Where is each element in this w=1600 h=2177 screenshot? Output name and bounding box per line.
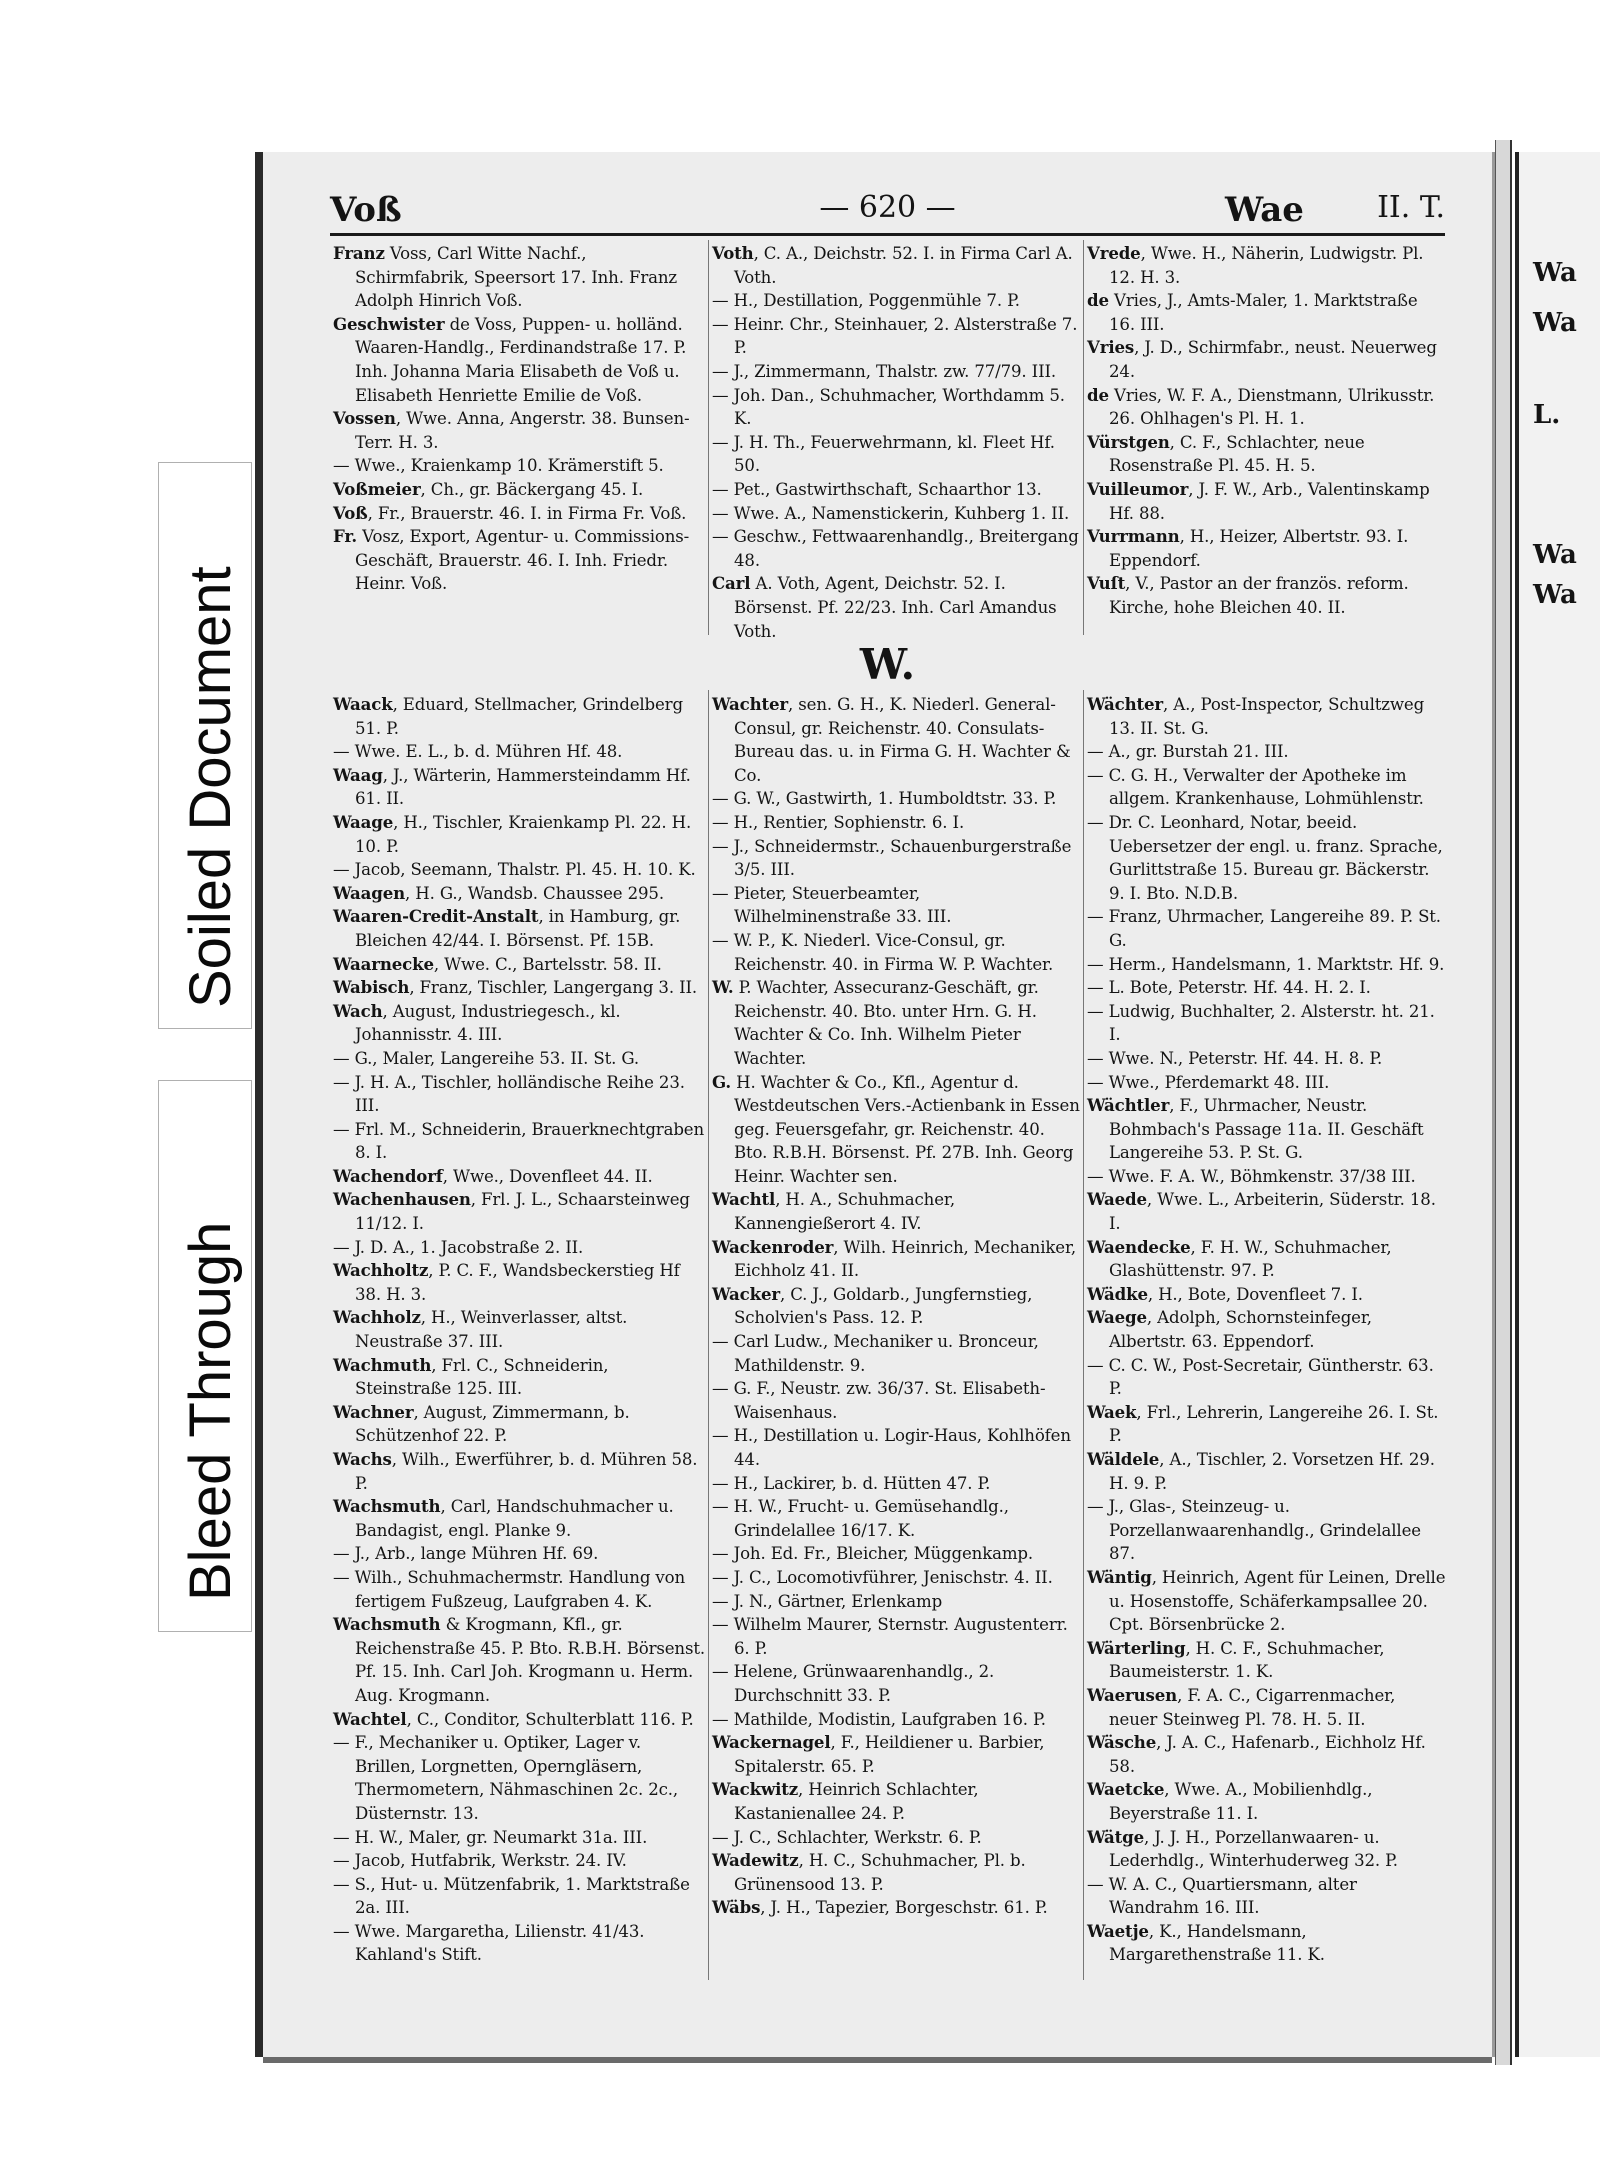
entry-name: Wätge: [1087, 1826, 1145, 1847]
directory-entry: Geschwister de Voss, Puppen- u. holländ. Waaren-Handlg., Ferdinandstraße 17. P. Inh. Johanna Maria Elisabeth de Voß u. Elisabeth Henriette Emilie de Voß.: [333, 313, 687, 405]
entry-name: Vrede: [1087, 243, 1141, 263]
entry-name: Vuſt: [1087, 573, 1126, 594]
directory-entry: Wadewitz, H. C., Schuhmacher, Pl. b. Grünensood 13. P.: [712, 1850, 1026, 1894]
next-page-fragment: Wa: [1533, 258, 1577, 288]
directory-entry: — H. W., Frucht- u. Gemüsehandlg., Grindelallee 16/17. K.: [712, 1497, 1009, 1540]
directory-entry: Wackernagel, F., Heildiener u. Barbier, Spitalerstr. 65. P.: [712, 1732, 1045, 1776]
entry-name: Waarnecke: [333, 953, 434, 974]
directory-entry: W. P. Wachter, Assecuranz-Geschäft, gr. Reichenstr. 40. Bto. unter Hrn. G. H. Wachter & Co. Inh. Wilhelm Pieter Wachter.: [712, 977, 1039, 1068]
directory-entry: de Vries, J., Amts-Maler, 1. Marktstraße 16. III.: [1087, 290, 1418, 334]
entry-name: Wäsche: [1087, 1732, 1157, 1753]
entry-name: Wabisch: [333, 977, 410, 998]
directory-entry: — J. C., Locomotivführer, Jenischstr. 4. II.: [712, 1567, 1053, 1587]
directory-entry: — W. P., K. Niederl. Vice-Consul, gr. Reichenstr. 40. in Firma W. P. Wachter.: [712, 930, 1054, 974]
entry-name: Wachner: [333, 1401, 414, 1422]
entry-name: Wach: [333, 1000, 383, 1021]
entry-name: Wachtel: [333, 1708, 407, 1729]
directory-entry: Wachtel, C., Conditor, Schulterblatt 116. P.: [333, 1708, 694, 1729]
directory-entry: Wacker, C. J., Goldarb., Jungfernstieg, Scholvien's Pass. 12. P.: [712, 1283, 1033, 1328]
next-page-fragment: Wa: [1533, 540, 1577, 570]
entry-name: Wächtler: [1087, 1095, 1170, 1116]
entry-name: Vries: [1087, 337, 1135, 358]
directory-entry: — G., Maler, Langereihe 53. II. St. G.: [333, 1048, 640, 1068]
entry-name: Vuilleumor: [1087, 478, 1189, 499]
directory-entry: — C. G. H., Verwalter der Apotheke im allgem. Krankenhause, Lohmühlenstr.: [1087, 765, 1424, 809]
directory-entry: — Frl. M., Schneiderin, Brauerknechtgraben 8. I.: [333, 1119, 705, 1163]
directory-entry: — J., Zimmermann, Thalstr. zw. 77/79. III.: [712, 361, 1056, 381]
directory-entry: — Mathilde, Modistin, Laufgraben 16. P.: [712, 1709, 1046, 1729]
entry-name: Voth: [712, 243, 754, 263]
directory-entry: — Franz, Uhrmacher, Langereihe 89. P. St. G.: [1087, 907, 1441, 950]
directory-entry: — Jacob, Seemann, Thalstr. Pl. 45. H. 10. K.: [333, 860, 696, 880]
directory-entry: — C. C. W., Post-Secretair, Güntherstr. 63. P.: [1087, 1355, 1434, 1399]
entry-name: Waagen: [333, 882, 406, 903]
directory-entry: Wächter, A., Post-Inspector, Schultzweg 13. II. St. G.: [1087, 694, 1425, 738]
directory-entry: Waek, Frl., Lehrerin, Langereihe 26. I. St. P.: [1087, 1401, 1439, 1446]
entry-name: G.: [712, 1071, 732, 1092]
entry-name: Vurrmann: [1087, 526, 1180, 547]
directory-entry: — J., Schneidermstr., Schauenburgerstraße 3/5. III.: [712, 836, 1072, 880]
header-left-word: Voß: [330, 190, 402, 230]
entry-name: Voß: [333, 502, 368, 523]
directory-entry: Wädke, H., Bote, Dovenfleet 7. I.: [1087, 1283, 1363, 1304]
directory-entry: Wachs, Wilh., Ewerführer, b. d. Mühren 58. P.: [333, 1449, 698, 1493]
header-rule: [330, 233, 1445, 236]
directory-entry: — Joh. Ed. Fr., Bleicher, Müggenkamp.: [712, 1544, 1034, 1564]
entry-name: Waetje: [1087, 1920, 1149, 1941]
entry-name: Voßmeier: [333, 478, 421, 499]
directory-entry: Wachmuth, Frl. C., Schneiderin, Steinstraße 125. III.: [333, 1354, 609, 1399]
page-number: — 620 —: [819, 190, 956, 225]
entry-name: Wäbs: [712, 1897, 761, 1918]
directory-entry: Vurrmann, H., Heizer, Albertstr. 93. I. Eppendorf.: [1087, 526, 1409, 570]
directory-entry: — L. Bote, Peterstr. Hf. 44. H. 2. I.: [1087, 978, 1371, 998]
directory-entry: Vuſt, V., Pastor an der französ. reform. Kirche, hohe Bleichen 40. II.: [1087, 573, 1409, 617]
next-page-fragment: L.: [1533, 400, 1561, 430]
entry-name: Waag: [333, 764, 383, 785]
entry-name: Wachter: [712, 694, 789, 714]
entry-name: Carl: [712, 573, 751, 594]
top-column-2: [712, 242, 1080, 643]
directory-entry: G. H. Wachter & Co., Kfl., Agentur d. Westdeutschen Vers.-Actienbank in Essen geg. Feuersgefahr, gr. Reichenstr. 40. Bto. R.B.H. Börsenst. Pf. 27B. Inh. Georg Heinr. Wachter sen.: [712, 1071, 1080, 1186]
directory-entry: Waag, J., Wärterin, Hammersteindamm Hf. 61. II.: [333, 764, 691, 809]
directory-entry: Wäbs, J. H., Tapezier, Borgeschstr. 61. P.: [712, 1897, 1048, 1918]
entry-name: de: [1087, 290, 1109, 311]
directory-entry: — J. D. A., 1. Jacobstraße 2. II.: [333, 1237, 584, 1257]
directory-entry: — Joh. Dan., Schuhmacher, Worthdamm 5. K.: [712, 385, 1065, 429]
entry-name: Wacker: [712, 1283, 780, 1304]
top-column-3: [1087, 242, 1447, 620]
entry-name: Wärterling: [1087, 1637, 1186, 1658]
top-column-1: [333, 242, 705, 596]
directory-entry: Wachsmuth & Krogmann, Kfl., gr. Reichenstraße 45. P. Bto. R.B.H. Börsenst. Pf. 15. Inh. Carl Joh. Krogmann u. Herm. Aug. Krogmann.: [333, 1614, 705, 1705]
column-divider: [708, 690, 709, 1980]
entry-name: Vürstgen: [1087, 431, 1170, 452]
directory-entry: — H. W., Maler, gr. Neumarkt 31a. III.: [333, 1827, 648, 1847]
entry-name: W.: [712, 977, 734, 998]
directory-entry: Waack, Eduard, Stellmacher, Grindelberg 51. P.: [333, 694, 683, 738]
directory-entry: — G. W., Gastwirth, 1. Humboldtstr. 33. P.: [712, 789, 1057, 809]
entry-name: Waede: [1087, 1189, 1147, 1210]
directory-entry: — Wilhelm Maurer, Sternstr. Augustenterr. 6. P.: [712, 1615, 1068, 1658]
directory-entry: — Wwe. E. L., b. d. Mühren Hf. 48.: [333, 742, 623, 762]
directory-entry: Waede, Wwe. L., Arbeiterin, Süderstr. 18. I.: [1087, 1189, 1436, 1234]
directory-entry: Wachholz, H., Weinverlasser, altst. Neustraße 37. III.: [333, 1307, 628, 1352]
entry-name: Wackernagel: [712, 1732, 831, 1753]
main-column-3: [1087, 693, 1447, 1967]
directory-entry: — Helene, Grünwaarenhandlg., 2. Durchschnitt 33. P.: [712, 1662, 995, 1705]
entry-name: Fr.: [333, 526, 358, 547]
directory-entry: — H., Lackirer, b. d. Hütten 47. P.: [712, 1473, 991, 1493]
next-page-fragment: Wa: [1533, 308, 1577, 338]
directory-entry: — F., Mechaniker u. Optiker, Lager v. Brillen, Lorgnetten, Operngläsern, Thermometern, Nähmaschinen 2c. 2c., Düsternstr. 13.: [333, 1733, 678, 1823]
bleed-through-label-box: [158, 1080, 252, 1632]
directory-entry: Wachendorf, Wwe., Dovenfleet 44. II.: [333, 1165, 653, 1186]
directory-entry: — S., Hut- u. Mützenfabrik, 1. Marktstraße 2a. III.: [333, 1874, 690, 1918]
directory-entry: — Wwe. F. A. W., Böhmkenstr. 37/38 III.: [1087, 1166, 1416, 1186]
directory-entry: Waege, Adolph, Schornsteinfeger, Albertstr. 63. Eppendorf.: [1087, 1307, 1372, 1352]
soiled-document-label-box: [158, 462, 252, 1029]
directory-entry: — H., Rentier, Sophienstr. 6. I.: [712, 812, 965, 832]
directory-entry: — Herm., Handelsmann, 1. Marktstr. Hf. 9.: [1087, 954, 1445, 974]
directory-entry: — H., Destillation, Poggenmühle 7. P.: [712, 291, 1020, 311]
directory-entry: Wach, August, Industriegesch., kl. Johannisstr. 4. III.: [333, 1000, 621, 1045]
directory-entry: — Wwe. N., Peterstr. Hf. 44. H. 8. P.: [1087, 1048, 1383, 1068]
directory-entry: de Vries, W. F. A., Dienstmann, Ulrikusstr. 26. Ohlhagen's Pl. H. 1.: [1087, 384, 1435, 429]
entry-name: Waendecke: [1087, 1236, 1191, 1257]
column-divider: [1083, 690, 1084, 1980]
directory-entry: — J. H. A., Tischler, holländische Reihe 23. III.: [333, 1072, 685, 1116]
directory-entry: — G. F., Neustr. zw. 36/37. St. Elisabeth-Waisenhaus.: [712, 1379, 1046, 1422]
directory-entry: Wärterling, H. C. F., Schuhmacher, Baumeisterstr. 1. K.: [1087, 1637, 1385, 1682]
entry-name: Wadewitz: [712, 1850, 799, 1871]
directory-entry: Wackwitz, Heinrich Schlachter, Kastanienallee 24. P.: [712, 1779, 979, 1823]
entry-name: Wachmuth: [333, 1354, 432, 1375]
directory-entry: Voßmeier, Ch., gr. Bäckergang 45. I.: [333, 478, 644, 499]
directory-entry: — W. A. C., Quartiersmann, alter Wandrahm 16. III.: [1087, 1874, 1357, 1918]
directory-entry: Vuilleumor, J. F. W., Arb., Valentinskamp Hf. 88.: [1087, 478, 1430, 523]
directory-entry: Fr. Vosz, Export, Agentur- u. Commissions-Geschäft, Brauerstr. 46. I. Inh. Friedr. Heinr. Voß.: [333, 526, 690, 594]
entry-name: Wackenroder: [712, 1236, 834, 1257]
directory-entry: Vries, J. D., Schirmfabr., neust. Neuerweg 24.: [1087, 337, 1437, 381]
directory-entry: Wachter, sen. G. H., K. Niederl. General-Consul, gr. Reichenstr. 40. Consulats-Bureau das. u. in Firma G. H. Wachter & Co.: [712, 694, 1071, 785]
directory-entry: Carl A. Voth, Agent, Deichstr. 52. I. Börsenst. Pf. 22/23. Inh. Carl Amandus Voth.: [712, 573, 1057, 641]
page-header: [330, 190, 1445, 232]
directory-entry: — J. H. Th., Feuerwehrmann, kl. Fleet Hf. 50.: [712, 432, 1055, 476]
directory-entry: Wächtler, F., Uhrmacher, Neustr. Bohmbach's Passage 11a. II. Geschäft Langereihe 53. P. St. G.: [1087, 1095, 1424, 1163]
entry-name: Wachsmuth: [333, 1496, 441, 1517]
directory-entry: Franz Voss, Carl Witte Nachf., Schirmfabrik, Speersort 17. Inh. Franz Adolph Hinrich Voß.: [333, 243, 677, 311]
main-column-1: [333, 693, 705, 1967]
header-part: II. T.: [1377, 190, 1445, 225]
directory-entry: — Jacob, Hutfabrik, Werkstr. 24. IV.: [333, 1851, 627, 1871]
directory-entry: — Wwe., Kraienkamp 10. Krämerstift 5.: [333, 456, 664, 476]
entry-name: Wackwitz: [712, 1779, 799, 1800]
entry-name: Wädke: [1087, 1283, 1148, 1304]
directory-entry: Voß, Fr., Brauerstr. 46. I. in Firma Fr. Voß.: [333, 502, 687, 523]
entry-name: Wachenhausen: [333, 1189, 471, 1210]
directory-entry: Wäntig, Heinrich, Agent für Leinen, Drelle u. Hosenstoffe, Schäferkampsallee 20. Cpt. Börsenbrücke 2.: [1087, 1566, 1446, 1635]
entry-name: de: [1087, 384, 1109, 405]
entry-name: Geschwister: [333, 313, 445, 334]
directory-entry: Wachsmuth, Carl, Handschuhmacher u. Bandagist, engl. Planke 9.: [333, 1496, 674, 1540]
directory-entry: Wachtl, H. A., Schuhmacher, Kannengießerort 4. IV.: [712, 1189, 955, 1234]
directory-entry: Waetje, K., Handelsmann, Margarethenstraße 11. K.: [1087, 1920, 1325, 1965]
directory-entry: — J. C., Schlachter, Werkstr. 6. P.: [712, 1827, 982, 1847]
header-right-word: Wae: [1225, 190, 1304, 230]
directory-entry: Vossen, Wwe. Anna, Angerstr. 38. Bunsen-Terr. H. 3.: [333, 408, 690, 452]
directory-entry: — Dr. C. Leonhard, Notar, beeid. Uebersetzer der engl. u. franz. Sprache, Gurlittstraße 15. Bureau gr. Bäckerstr. 9. I. Bto. N.D.B.: [1087, 812, 1443, 903]
entry-name: Wachendorf: [333, 1165, 443, 1186]
directory-entry: — J., Arb., lange Mühren Hf. 69.: [333, 1544, 599, 1564]
entry-name: Waage: [333, 811, 394, 832]
entry-name: Wachholtz: [333, 1260, 429, 1281]
directory-entry: — A., gr. Burstah 21. III.: [1087, 742, 1289, 762]
directory-entry: — Wwe. A., Namenstickerin, Kuhberg 1. II.: [712, 503, 1070, 523]
entry-name: Wachtl: [712, 1189, 776, 1210]
directory-entry: — Wwe. Margaretha, Lilienstr. 41/43. Kahland's Stift.: [333, 1921, 645, 1965]
directory-entry: Wäsche, J. A. C., Hafenarb., Eichholz Hf. 58.: [1087, 1732, 1426, 1776]
directory-entry: — H., Destillation u. Logir-Haus, Kohlhöfen 44.: [712, 1426, 1071, 1469]
entry-name: Waetcke: [1087, 1779, 1165, 1800]
directory-entry: — Wilh., Schuhmachermstr. Handlung von fertigem Fußzeug, Laufgraben 4. K.: [333, 1567, 686, 1611]
directory-entry: Waetcke, Wwe. A., Mobilienhdlg., Beyerstraße 11. I.: [1087, 1779, 1373, 1823]
spine-edge: [1495, 140, 1512, 2065]
entry-name: Vossen: [333, 408, 396, 429]
next-page-margin: [1515, 152, 1600, 2057]
directory-entry: Wätge, J. J. H., Porzellanwaaren- u. Lederhdlg., Winterhuderweg 32. P.: [1087, 1826, 1398, 1871]
directory-entry: — Wwe., Pferdemarkt 48. III.: [1087, 1072, 1330, 1092]
bleed-through-label: Bleed Through: [178, 1221, 243, 1601]
directory-entry: Waaren-Credit-Anstalt, in Hamburg, gr. Bleichen 42/44. I. Börsenst. Pf. 15B.: [333, 906, 681, 950]
column-divider: [708, 240, 709, 635]
directory-entry: Waage, H., Tischler, Kraienkamp Pl. 22. H. 10. P.: [333, 811, 692, 856]
directory-entry: Waagen, H. G., Wandsb. Chaussee 295.: [333, 882, 664, 903]
directory-entry: Waarnecke, Wwe. C., Bartelsstr. 58. II.: [333, 953, 662, 974]
main-column-2: [712, 693, 1080, 1920]
directory-entry: Voth, C. A., Deichstr. 52. I. in Firma Carl A. Voth.: [712, 243, 1073, 287]
entry-name: Wachsmuth: [333, 1614, 441, 1635]
directory-entry: — J., Glas-, Steinzeug- u. Porzellanwaarenhandlg., Grindelallee 87.: [1087, 1497, 1421, 1564]
directory-entry: Wabisch, Franz, Tischler, Langergang 3. II.: [333, 977, 698, 998]
entry-name: Wäldele: [1087, 1449, 1160, 1469]
directory-entry: Wachholtz, P. C. F., Wandsbeckerstieg Hf 38. H. 3.: [333, 1260, 680, 1304]
entry-name: Waack: [333, 694, 393, 714]
entry-name: Wachs: [333, 1449, 392, 1469]
entry-name: Waek: [1087, 1401, 1137, 1422]
directory-entry: — Carl Ludw., Mechaniker u. Bronceur, Mathildenstr. 9.: [712, 1332, 1039, 1375]
directory-entry: — Geschw., Fettwaarenhandlg., Breitergang 48.: [712, 527, 1079, 570]
directory-entry: Wachner, August, Zimmermann, b. Schützenhof 22. P.: [333, 1401, 630, 1446]
directory-entry: Wachenhausen, Frl. J. L., Schaarsteinweg 11/12. I.: [333, 1189, 690, 1234]
section-letter: W.: [859, 640, 916, 689]
directory-entry: — Pet., Gastwirthschaft, Schaarthor 13.: [712, 479, 1042, 499]
entry-name: Waege: [1087, 1307, 1147, 1328]
entry-name: Wäntig: [1087, 1566, 1152, 1587]
directory-entry: Waendecke, F. H. W., Schuhmacher, Glashüttenstr. 97. P.: [1087, 1236, 1392, 1281]
entry-name: Wachholz: [333, 1307, 421, 1328]
next-page-fragment: Wa: [1533, 580, 1577, 610]
directory-entry: — Ludwig, Buchhalter, 2. Alsterstr. ht. 21. I.: [1087, 1001, 1435, 1045]
soiled-document-label: Soiled Document: [178, 566, 243, 1008]
directory-entry: Wackenroder, Wilh. Heinrich, Mechaniker, Eichholz 41. II.: [712, 1236, 1077, 1281]
directory-entry: Wäldele, A., Tischler, 2. Vorsetzen Hf. 29. H. 9. P.: [1087, 1449, 1435, 1493]
entry-name: Waerusen: [1087, 1684, 1178, 1705]
entry-name: Wächter: [1087, 694, 1164, 714]
directory-entry: Vrede, Wwe. H., Näherin, Ludwigstr. Pl. 12. H. 3.: [1087, 243, 1424, 287]
entry-name: Waaren-Credit-Anstalt: [333, 906, 539, 927]
entry-name: Franz: [333, 243, 385, 263]
directory-entry: — J. N., Gärtner, Erlenkamp: [712, 1591, 943, 1611]
column-divider: [1083, 240, 1084, 635]
directory-entry: — Heinr. Chr., Steinhauer, 2. Alsterstraße 7. P.: [712, 314, 1078, 358]
directory-entry: Waerusen, F. A. C., Cigarrenmacher, neuer Steinweg Pl. 78. H. 5. II.: [1087, 1684, 1396, 1729]
directory-entry: — Pieter, Steuerbeamter, Wilhelminenstraße 33. III.: [712, 883, 952, 927]
directory-entry: Vürstgen, C. F., Schlachter, neue Rosenstraße Pl. 45. H. 5.: [1087, 431, 1365, 476]
